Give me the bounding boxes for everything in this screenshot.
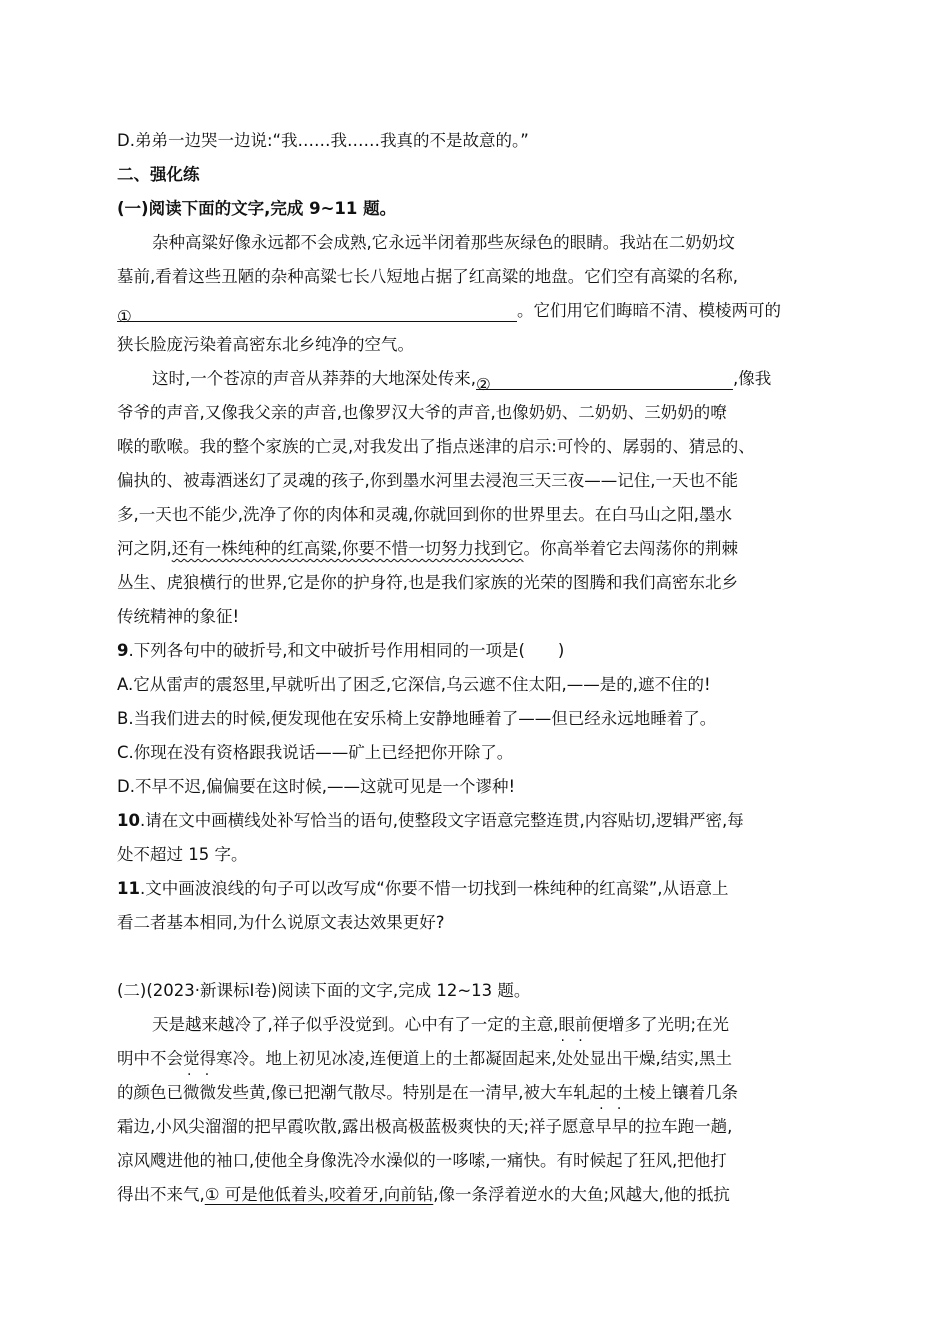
passage-line-wavy: 河之阴,还有一株纯种的红高粱,你要不惜一切努力找到它。你高举着它去闯荡你的荆棘 (117, 539, 738, 558)
passage-line: 墓前,看着这些丑陋的杂种高粱七长八短地占据了红高粱的地盘。它们空有高粱的名称, (117, 267, 738, 286)
question-10: 10.请在文中画横线处补写恰当的语句,使整段文字语意完整连贯,内容贴切,逻辑严密,每 (117, 811, 744, 830)
passage-line: 霜边,小风尖溜溜的把早霞吹散,露出极高极蓝极爽快的天;祥子愿意· · 早早的拉车跑一趟, (117, 1110, 833, 1144)
option-d-prev: D.弟弟一边哭一边说:“我……我……我真的不是故意的。” (117, 131, 529, 150)
underlined-sentence-1: ① 可是他低着头,咬着牙,向前钻 (204, 1185, 434, 1204)
passage-line: 杂种高粱好像永远都不会成熟,它永远半闭着那些灰绿色的眼睛。我站在二奶奶坟 (152, 233, 735, 252)
fill-blank-1[interactable]: ① (117, 300, 517, 322)
passage-line: 天是越来越冷了,祥子似乎没觉到。心中有了一定的主意,眼前便增多了光明;在光 (152, 1015, 730, 1034)
question-10-cont: 处不超过 15 字。 (117, 845, 248, 864)
question-9-option-b: B.当我们进去的时候,便发现他在安乐椅上安静地睡着了——但已经永远地睡着了。 (117, 709, 717, 728)
question-9-option-a: A.它从雷声的震怒里,早就听出了困乏,它深信,乌云遮不住太阳,——是的,遮不住的! (117, 675, 711, 694)
dotted-emphasis: · · 早早 (595, 1110, 628, 1144)
spacer (117, 940, 833, 974)
question-11-cont: 看二者基本相同,为什么说原文表达效果更好? (117, 913, 445, 932)
subsection-title: (一)阅读下面的文字,完成 9~11 题。 (117, 199, 397, 218)
question-11: 11.文中画波浪线的句子可以改写成“你要不惜一切找到一株纯种的红高粱”,从语意上 (117, 879, 729, 898)
passage-line: 得出不来气,① 可是他低着头,咬着牙,向前钻,像一条浮着逆水的大鱼;风越大,他的抵抗 (117, 1185, 730, 1204)
wavy-underlined-sentence: 还有一株纯种的红高粱,你要不惜一切努力找到它 (171, 539, 524, 558)
passage-line: 爷爷的声音,又像我父亲的声音,也像罗汉大爷的声音,也像奶奶、二奶奶、三奶奶的嘹 (117, 403, 727, 422)
document-page (117, 124, 833, 1212)
passage-line: 传统精神的象征! (117, 607, 240, 626)
fill-blank-2[interactable]: ② (476, 368, 733, 390)
passage-line-blank-2: 这时,一个苍凉的声音从莽莽的大地深处传来,② ,像我 (152, 369, 772, 394)
dotted-emphasis: · · 处处 (557, 1042, 590, 1076)
passage-line-blank-1: ① 。它们用它们晦暗不清、模棱两可的 (117, 301, 781, 326)
passage-line: 喉的歌喉。我的整个家族的亡灵,对我发出了指点迷津的启示:可怜的、孱弱的、猜忌的、 (117, 437, 755, 456)
passage-line: 狭长脸庞污染着高密东北乡纯净的空气。 (117, 335, 414, 354)
passage-line: 明中不会觉得寒冷。地上初见冰凌,连便道上的土都凝固起来,· · 处处显出干燥,结实,黑土 (117, 1042, 833, 1076)
section-title: 二、强化练 (117, 165, 200, 184)
passage-line: 凉风飕进他的袖口,使他全身像洗冷水澡似的一哆嗦,一痛快。有时候起了狂风,把他打 (117, 1151, 727, 1170)
passage-line: 偏执的、被毒酒迷幻了灵魂的孩子,你到墨水河里去浸泡三天三夜——记住,一天也不能 (117, 471, 738, 490)
passage-line: 多,一天也不能少,洗净了你的肉体和灵魂,你就回到你的世界里去。在白马山之阳,墨水 (117, 505, 732, 524)
passage-line: 丛生、虎狼横行的世界,它是你的护身符,也是我们家族的光荣的图腾和我们高密东北乡 (117, 573, 738, 592)
dotted-emphasis: · · 微微 (183, 1076, 216, 1110)
subsection-title-2: (二)(2023·新课标Ⅰ卷)阅读下面的文字,完成 12~13 题。 (117, 981, 531, 1000)
question-9-option-c: C.你现在没有资格跟我说话——矿上已经把你开除了。 (117, 743, 514, 762)
question-9: 9.下列各句中的破折号,和文中破折号作用相同的一项是( ) (117, 641, 565, 660)
question-9-option-d: D.不早不迟,偏偏要在这时候,——这就可见是一个谬种! (117, 777, 516, 796)
passage-line: 的颜色已· · 微微发些黄,像已把潮气散尽。特别是在一清早,被大车轧起的土棱上镶着几条 (117, 1076, 833, 1110)
